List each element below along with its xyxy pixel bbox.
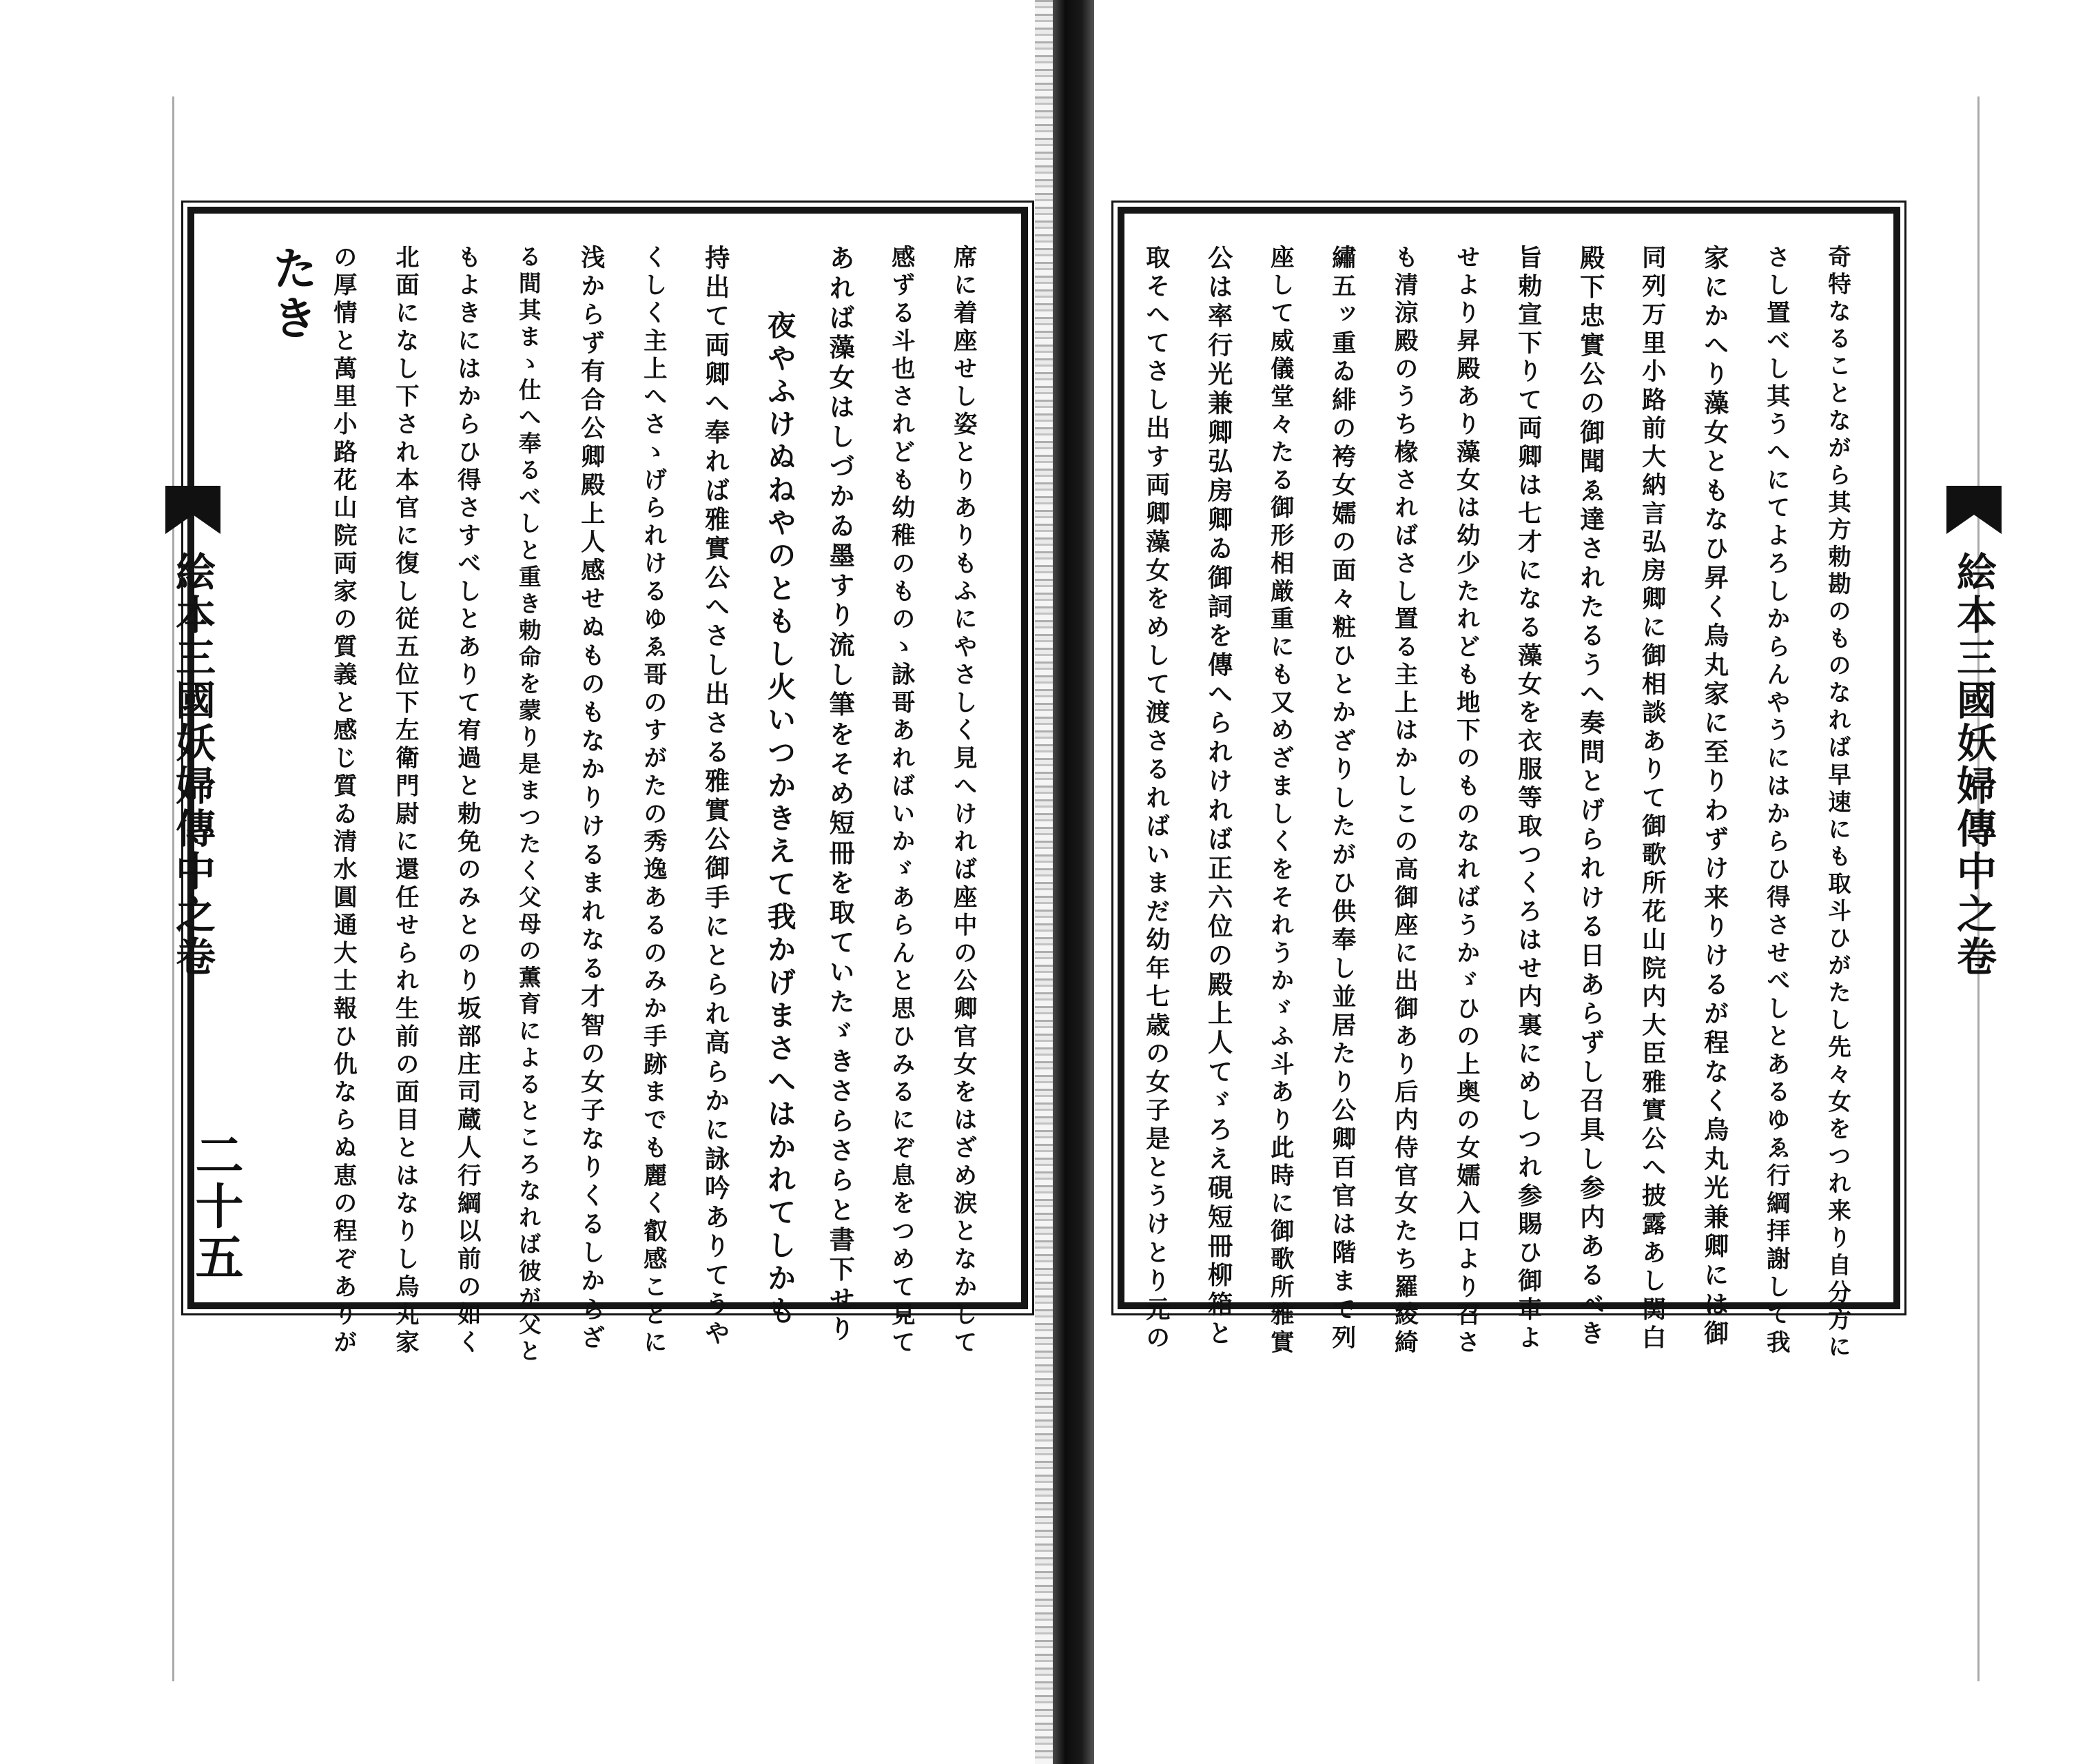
- text-line: あれば藻女はしづかゐ墨すり流し筆をそめ短冊を取ていたゞきさらさらと書下せり: [825, 245, 856, 1345]
- text-line: 浅からず有合公卿殿上人感せぬものもなかりけるまれなる才智の女子なりくるしからざ: [577, 245, 606, 1353]
- text-line: 家にかへり藻女ともなひ昇く烏丸家に至りわずけ来りけるが程なく烏丸光兼卿には御: [1700, 245, 1730, 1349]
- page-number: 二十五: [187, 1130, 245, 1283]
- text-line: の厚情と萬里小路花山院両家の質義と感じ質ゐ清水圓通大士報ひ仇ならぬ恵の程ぞありが: [329, 245, 357, 1358]
- text-line: くしく主上へさゝげられけるゆゑ哥のすがたの秀逸あるのみか手跡までも麗く叡感ことに: [639, 245, 667, 1358]
- text-line: せより昇殿あり藻女は幼少たれども地下のものなればうかゞひの上奥の女嬬入口より召さ: [1452, 245, 1480, 1358]
- text-line: 北面になし下され本官に復し従五位下左衛門尉に還任せられ生前の面目とはなりし烏丸家: [391, 245, 419, 1358]
- left-page: [0, 0, 1034, 1764]
- book-spine: [1053, 0, 1094, 1764]
- text-line: 旨勅宣下りて両卿は七才になる藻女を衣服等取つくろはせ内裏にめしつれ参賜ひ御車よ: [1514, 245, 1543, 1353]
- text-line: る間其まゝ仕へ奉るべしと重き勅命を蒙り是まつたく父母の薫育によるところなれば彼が父と: [515, 245, 542, 1366]
- text-line: 殿下忠實公の御聞ゑ達されたるうへ奏問とげられける日あらずし召具し参内あるべき: [1576, 245, 1606, 1349]
- poem-line: 夜やふけぬねやのともし火いつかきえて我かげまさへはかれてしかも: [762, 245, 796, 1329]
- right-running-header: 絵本三國妖婦傳中之卷: [1950, 551, 1997, 978]
- text-line: 同列万里小路前大納言弘房卿に御相談ありて御歌所花山院内大臣雅實公へ披露あし関白: [1638, 245, 1667, 1353]
- text-line: 座して威儀堂々たる御形相厳重にも又めざましくをそれうかゞふ斗あり此時に御歌所雅實: [1266, 245, 1294, 1358]
- right-page: [1102, 0, 2087, 1764]
- text-line: 席に着座せし姿とりありもふにやさしく見へければ座中の公卿官女をはざめ涙となかして: [949, 245, 977, 1358]
- text-line: 取そへてさし出す両卿藻女をめして渡さるればいまだ幼年七歳の女子是とうけとり元の: [1142, 245, 1171, 1353]
- text-line: 持出て両卿へ奉れば雅實公へさし出さる雅實公御手にとられ高らかに詠吟ありてうや: [701, 245, 731, 1349]
- text-line: もよきにはからひ得さすべしとありて宥過と勅免のみとのり坂部庄司蔵人行綱以前の如く: [453, 245, 481, 1358]
- text-line: 奇特なることながら其方勅勘のものなれば早速にも取斗ひがたし先々女をつれ来り自分方に: [1824, 245, 1851, 1362]
- text-line: 繡五ッ重ゐ緋の袴女嬬の面々粧ひとかざりしたがひ供奉し並居たり公卿百官は階まで列: [1328, 245, 1357, 1353]
- text-line: たき: [265, 245, 318, 344]
- right-header-ornament: [1946, 486, 2002, 534]
- left-running-header: 絵本三國妖婦傳中之卷: [169, 551, 216, 978]
- text-line: さし置べし其うへにてよろしからんやうにはからひ得させべしとあるゆゑ行綱拝謝して我: [1762, 245, 1790, 1358]
- text-line: も清涼殿のうち椽さればさし置る主上はかしこの高御座に出御あり后内侍官女たち羅綾綺: [1390, 245, 1418, 1358]
- spine-edge: [1035, 0, 1053, 1764]
- text-line: 感ずる斗也されども幼稚のものゝ詠哥あればいかゞあらんと思ひみるにぞ息をつめて見て: [887, 245, 915, 1358]
- text-line: 公は率行光兼卿弘房卿ゐ御詞を傳へられければ正六位の殿上人てゞろえ硯短冊柳箱と: [1204, 245, 1234, 1349]
